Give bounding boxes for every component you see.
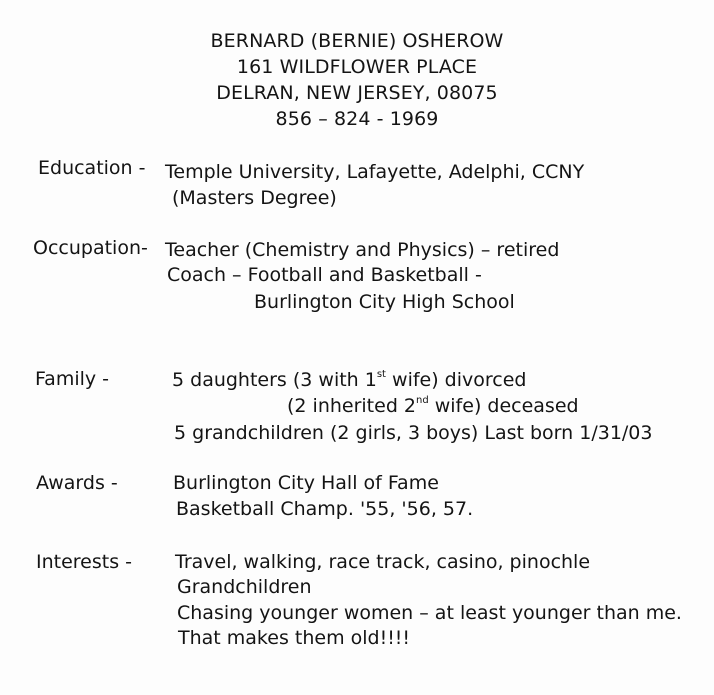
interests-line-4: That makes them old!!!!: [178, 627, 411, 649]
occupation-line-2: Coach – Football and Basketball -: [167, 264, 482, 286]
family-line-2: (2 inherited 2nd wife) deceased: [287, 394, 579, 417]
family-line-1: 5 daughters (3 with 1st wife) divorced: [172, 368, 527, 391]
family-line-1-superscript: st: [376, 368, 386, 380]
family-line-3: 5 grandchildren (2 girls, 3 boys) Last born 1/31/03: [174, 422, 653, 444]
header-name: BERNARD (BERNIE) OSHEROW: [210, 30, 504, 52]
interests-line-3: Chasing younger women – at least younger than me.: [177, 602, 682, 624]
interests-line-2: Grandchildren: [177, 576, 312, 598]
header-city: DELRAN, NEW JERSEY, 08075: [216, 82, 498, 104]
awards-line-2: Basketball Champ. '55, '56, 57.: [176, 498, 474, 520]
occupation-line-3: Burlington City High School: [254, 291, 515, 313]
education-line-2: (Masters Degree): [172, 187, 337, 209]
education-label: Education -: [38, 157, 146, 179]
interests-line-1: Travel, walking, race track, casino, pinochle: [175, 551, 591, 573]
awards-label: Awards -: [36, 472, 118, 494]
interests-label: Interests -: [36, 551, 133, 573]
header-street: 161 WILDFLOWER PLACE: [236, 56, 478, 78]
occupation-label: Occupation-: [33, 237, 148, 259]
family-line-2-superscript: nd: [416, 394, 429, 406]
family-label: Family -: [35, 368, 110, 390]
header-phone: 856 – 824 - 1969: [275, 108, 439, 130]
awards-line-1: Burlington City Hall of Fame: [173, 472, 439, 494]
occupation-line-1: Teacher (Chemistry and Physics) – retired: [165, 239, 560, 261]
education-line-1: Temple University, Lafayette, Adelphi, CCNY: [165, 161, 585, 183]
